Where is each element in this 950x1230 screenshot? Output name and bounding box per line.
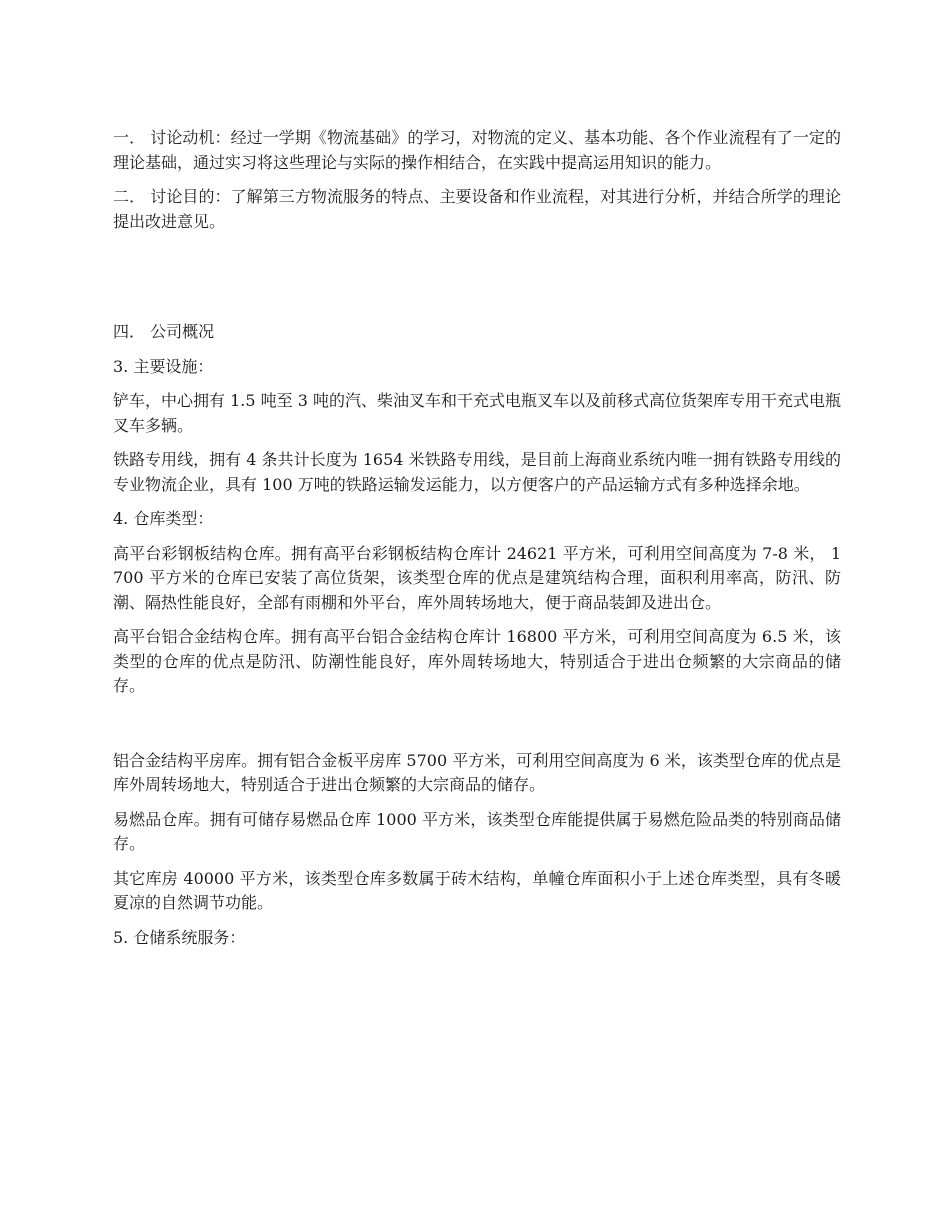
paragraph-purpose: 二． 讨论目的：了解第三方物流服务的特点、主要设备和作业流程，对其进行分析，并结合所学的理论提出改进意见。 (113, 187, 841, 231)
paragraph-warehouse-steel: 高平台彩钢板结构仓库。拥有高平台彩钢板结构仓库计 24621 平方米，可利用空间高度为 7-8 米， 1700 平方米的仓库已安装了高位货架，该类型仓库的优点是建筑结构合理，面积利用率高，防汛、防潮、隔热性能良好，全部有雨棚和外平台，库外周转场地大，便于商品装卸及进出仓。 (113, 543, 841, 612)
paragraph-warehouse-flammable: 易燃品仓库。拥有可储存易燃品仓库 1000 平方米，该类型仓库能提供属于易燃危险品类的特别商品储存。 (113, 809, 841, 853)
document-body (113, 126, 841, 960)
section-heading-company-overview: 四． 公司概况 (113, 322, 215, 341)
paragraph-warehouse-aluminum: 高平台铝合金结构仓库。拥有高平台铝合金结构仓库计 16800 平方米，可利用空间高度为 6.5 米，该类型的仓库的优点是防汛、防潮性能良好，库外周转场地大，特别适合于进出仓频繁的大宗商品的储存。 (113, 627, 841, 695)
paragraph-railway: 铁路专用线，拥有 4 条共计长度为 1654 米铁路专用线，是目前上海商业系统内唯一拥有铁路专用线的专业物流企业，具有 100 万吨的铁路运输发运能力，以方便客户的产品运输方式有多种选择余地。 (113, 450, 841, 494)
paragraph-warehouse-flat: 铝合金结构平房库。拥有铝合金板平房库 5700 平方米，可利用空间高度为 6 米，该类型仓库的优点是库外周转场地大，特别适合于进出仓频繁的大宗商品的储存。 (113, 750, 841, 794)
blank-spacer (113, 244, 841, 320)
blank-spacer (113, 709, 841, 749)
paragraph-motivation: 一． 讨论动机：经过一学期《物流基础》的学习，对物流的定义、基本功能、各个作业流程有了一定的理论基础，通过实习将这些理论与实际的操作相结合，在实践中提高运用知识的能力。 (113, 128, 841, 172)
subheading-storage-services: 5. 仓储系统服务： (113, 927, 246, 947)
subheading-main-facilities: 3. 主要设施： (113, 356, 214, 376)
paragraph-forklift: 铲车，中心拥有 1.5 吨至 3 吨的汽、柴油叉车和干充式电瓶叉车以及前移式高位货架库专用干充式电瓶叉车多辆。 (113, 391, 841, 435)
paragraph-warehouse-other: 其它库房 40000 平方米，该类型仓库多数属于砖木结构，单幢仓库面积小于上述仓库类型，具有冬暖夏凉的自然调节功能。 (113, 868, 841, 912)
subheading-warehouse-types: 4. 仓库类型： (113, 509, 214, 528)
